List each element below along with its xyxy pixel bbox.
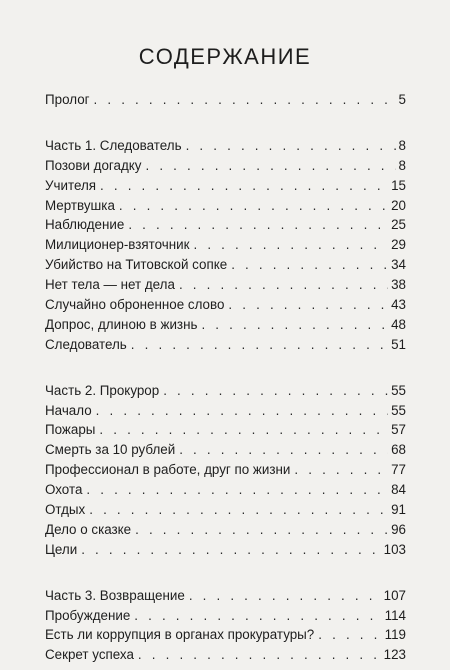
toc-entry-page: 84 — [391, 482, 406, 498]
dot-leader — [186, 136, 396, 156]
toc-entry — [45, 315, 406, 335]
toc-entry — [45, 625, 406, 645]
dot-leader — [179, 275, 388, 295]
toc-entry-page: 91 — [391, 502, 406, 518]
toc-entry-label: Пролог — [45, 92, 90, 107]
toc-entry-page: 38 — [391, 277, 406, 293]
toc-entry-page: 8 — [398, 137, 406, 153]
dot-leader — [135, 520, 388, 540]
dot-leader — [81, 540, 380, 560]
dot-leader — [134, 606, 381, 626]
toc-entry-label: Допрос, длиною в жизнь — [45, 316, 198, 332]
dot-leader — [86, 480, 388, 500]
toc-entry-label: Милиционер-взяточник — [45, 237, 190, 253]
toc-entry-label: Мертвушка — [45, 197, 115, 213]
dot-leader — [318, 625, 381, 645]
toc-entry — [45, 255, 406, 275]
dot-leader — [96, 401, 388, 421]
toc-entry-label: Часть 1. Следователь — [45, 137, 182, 153]
toc-entry-page: 34 — [391, 257, 406, 273]
toc-entry — [45, 401, 406, 421]
toc-entry — [45, 215, 406, 235]
page-title: СОДЕРЖАНИЕ — [138, 44, 312, 69]
toc-entry — [45, 586, 406, 606]
toc-entry-label: Есть ли коррупция в органах прокуратуры? — [45, 627, 315, 643]
toc-entry — [45, 440, 406, 460]
dot-leader — [193, 235, 388, 255]
dot-leader — [100, 176, 388, 196]
toc-entry — [45, 460, 406, 480]
toc-entry-page: 43 — [391, 297, 406, 313]
toc-entry — [45, 540, 406, 560]
toc-entry — [45, 275, 406, 295]
toc-entry-page: 103 — [383, 541, 406, 557]
toc-entry-page: 8 — [398, 157, 406, 173]
dot-leader — [179, 440, 388, 460]
toc-entry-page: 25 — [391, 217, 406, 233]
toc-entry-page: 55 — [391, 402, 406, 418]
toc-entry — [45, 520, 406, 540]
toc-entry — [45, 500, 406, 520]
toc-entry — [45, 176, 406, 196]
dot-leader — [89, 500, 388, 520]
toc-entry — [45, 156, 406, 176]
toc-entry-label: Пожары — [45, 422, 96, 438]
toc-list — [45, 90, 406, 665]
toc-entry — [45, 196, 406, 216]
toc-entry-label: Пробуждение — [45, 607, 131, 623]
dot-leader — [189, 586, 381, 606]
dot-leader — [231, 255, 388, 275]
toc-entry-label: Часть 2. Прокурор — [45, 382, 160, 398]
toc-entry-label: Секрет успеха — [45, 647, 134, 663]
toc-section-part-3 — [45, 586, 406, 666]
toc-entry-label: Позови догадку — [45, 157, 142, 173]
toc-entry — [45, 645, 406, 665]
toc-entry-page: 114 — [384, 607, 406, 623]
toc-entry-label: Случайно оброненное слово — [45, 297, 225, 313]
toc-entry-label: Убийство на Титовской сопке — [45, 257, 228, 273]
toc-entry-label: Учителя — [45, 177, 97, 193]
toc-entry-page: 96 — [391, 521, 406, 537]
toc-entry-page: 15 — [391, 177, 406, 193]
toc-entry-page: 51 — [391, 336, 406, 352]
toc-entry-label: Дело о сказке — [45, 521, 132, 537]
toc-entry — [45, 335, 406, 355]
dot-leader — [146, 156, 396, 176]
toc-entry-page: 107 — [383, 587, 406, 603]
dot-leader — [131, 335, 388, 355]
toc-entry — [45, 235, 406, 255]
toc-entry-page: 55 — [391, 382, 406, 398]
toc-entry-page: 123 — [383, 647, 406, 663]
toc-section-part-1 — [45, 136, 406, 355]
dot-leader — [228, 295, 388, 315]
dot-leader — [119, 196, 388, 216]
toc-entry — [45, 420, 406, 440]
dot-leader — [294, 460, 388, 480]
toc-entry-label: Часть 3. Возвращение — [45, 587, 185, 603]
toc-entry-label: Отдых — [45, 502, 86, 518]
dot-leader — [201, 315, 388, 335]
dot-leader — [163, 381, 388, 401]
toc-entry-label: Охота — [45, 482, 83, 498]
toc-entry-page: 5 — [398, 92, 406, 107]
toc-entry-page: 20 — [391, 197, 406, 213]
toc-entry-label: Цели — [45, 541, 78, 557]
toc-entry — [45, 136, 406, 156]
toc-entry-label: Профессионал в работе, друг по жизни — [45, 462, 291, 478]
toc-entry-page: 68 — [391, 442, 406, 458]
toc-entry-page: 119 — [384, 627, 406, 643]
toc-entry-prologue — [45, 90, 406, 110]
toc-entry-page: 77 — [391, 462, 406, 478]
toc-entry-label: Смерть за 10 рублей — [45, 442, 176, 458]
toc-entry-label: Нет тела — нет дела — [45, 277, 175, 293]
toc-entry — [45, 480, 406, 500]
toc-entry — [45, 606, 406, 626]
dot-leader — [99, 420, 388, 440]
toc-entry-label: Наблюдение — [45, 217, 125, 233]
toc-entry-page: 57 — [391, 422, 406, 438]
toc-entry — [45, 295, 406, 315]
dot-leader — [138, 645, 381, 665]
toc-entry-label: Начало — [45, 402, 92, 418]
toc-entry-label: Следователь — [45, 336, 127, 352]
toc-section-part-2 — [45, 381, 406, 560]
toc-entry — [45, 381, 406, 401]
dot-leader — [128, 215, 388, 235]
toc-entry-page: 48 — [391, 316, 406, 332]
dot-leader — [94, 90, 396, 110]
toc-entry-page: 29 — [391, 237, 406, 253]
